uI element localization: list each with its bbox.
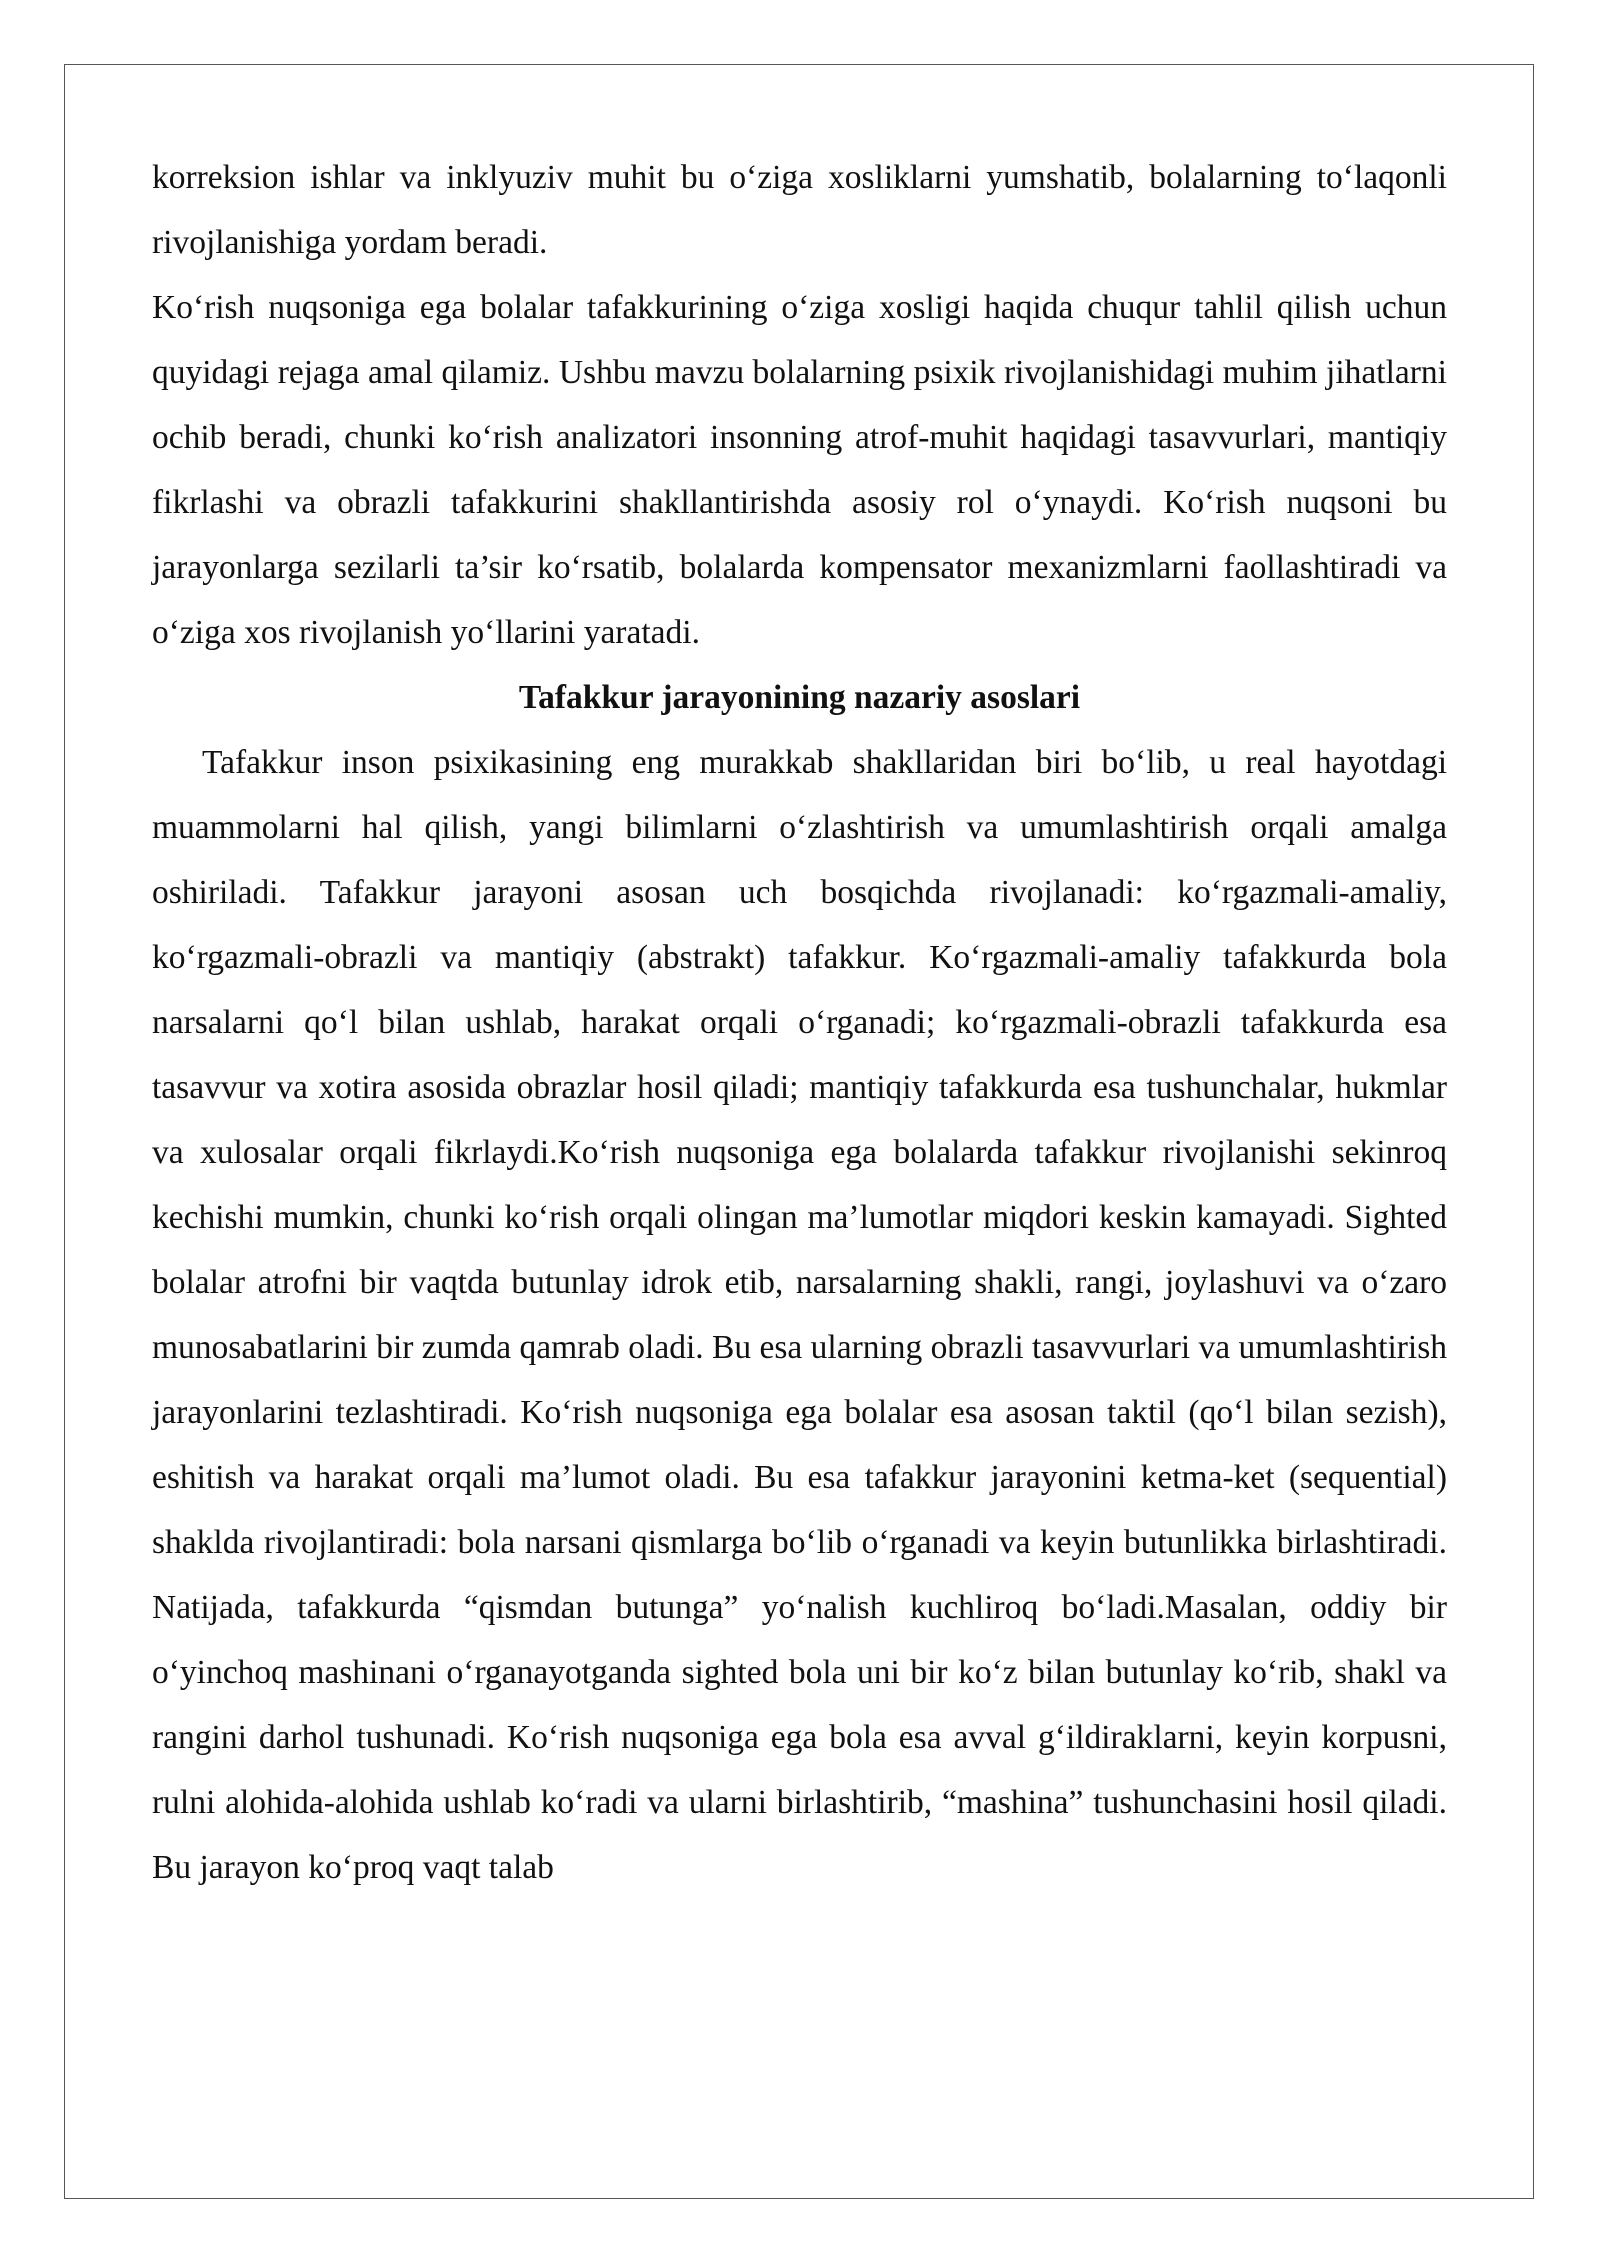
document-body	[152, 145, 1447, 1900]
section-heading: Tafakkur jarayonining nazariy asoslari	[518, 679, 1081, 716]
paragraph-theory: Tafakkur inson psixikasining eng murakkab shakllaridan biri bo‘lib, u real hayotdagi muammolarni hal qilish, yangi bilimlarni o‘zlashtirish va umumlashtirish orqali amalga oshiriladi. Tafakkur jarayoni asosan uch bosqichda rivojlanadi: ko‘rgazmali-amaliy, ko‘rgazmali-obrazli va mantiqiy (abstrakt) tafakkur. Ko‘rgazmali-amaliy tafakkurda bola narsalarni qo‘l bilan ushlab, harakat orqali o‘rganadi; ko‘rgazmali-obrazli tafakkurda esa tasavvur va xotira asosida obrazlar hosil qiladi; mantiqiy tafakkurda esa tushunchalar, hukmlar va xulosalar orqali fikrlaydi.Ko‘rish nuqsoniga ega bolalarda tafakkur rivojlanishi sekinroq kechishi mumkin, chunki ko‘rish orqali olingan ma’lumotlar miqdori keskin kamayadi. Sighted bolalar atrofni bir vaqtda butunlay idrok etib, narsalarning shakli, rangi, joylashuvi va o‘zaro munosabatlarini bir zumda qamrab oladi. Bu esa ularning obrazli tasavvurlari va umumlashtirish jarayonlarini tezlashtiradi. Ko‘rish nuqsoniga ega bolalar esa asosan taktil (qo‘l bilan sezish), eshitish va harakat orqali ma’lumot oladi. Bu esa tafakkur jarayonini ketma-ket (sequential) shaklda rivojlantiradi: bola narsani qismlarga bo‘lib o‘rganadi va keyin butunlikka birlashtiradi. Natijada, tafakkurda “qismdan butunga” yo‘nalish kuchliroq bo‘ladi.Masalan, oddiy bir o‘yinchoq mashinani o‘rganayotganda sighted bola uni bir ko‘z bilan butunlay ko‘rib, shakl va rangini darhol tushunadi. Ko‘rish nuqsoniga ega bola esa avval g‘ildiraklarni, keyin korpusni, rulni alohida-alohida ushlab ko‘radi va ularni birlashtirib, “mashina” tushunchasini hosil qiladi. Bu jarayon ko‘proq vaqt talab	[152, 744, 1447, 1886]
paragraph-intro-continuation: korreksion ishlar va inklyuziv muhit bu o‘ziga xosliklarni yumshatib, bolalarning to‘laqonli rivojlanishiga yordam beradi.	[152, 159, 1447, 261]
paragraph-plan: Ko‘rish nuqsoniga ega bolalar tafakkurining o‘ziga xosligi haqida chuqur tahlil qilish uchun quyidagi rejaga amal qilamiz. Ushbu mavzu bolalarning psixik rivojlanishidagi muhim jihatlarni ochib beradi, chunki ko‘rish analizatori insonning atrof-muhit haqidagi tasavvurlari, mantiqiy fikrlashi va obrazli tafakkurini shakllantirishda asosiy rol o‘ynaydi. Ko‘rish nuqsoni bu jarayonlarga sezilarli ta’sir ko‘rsatib, bolalarda kompensator mexanizmlarni faollashtiradi va o‘ziga xos rivojlanish yo‘llarini yaratadi.	[152, 289, 1447, 651]
